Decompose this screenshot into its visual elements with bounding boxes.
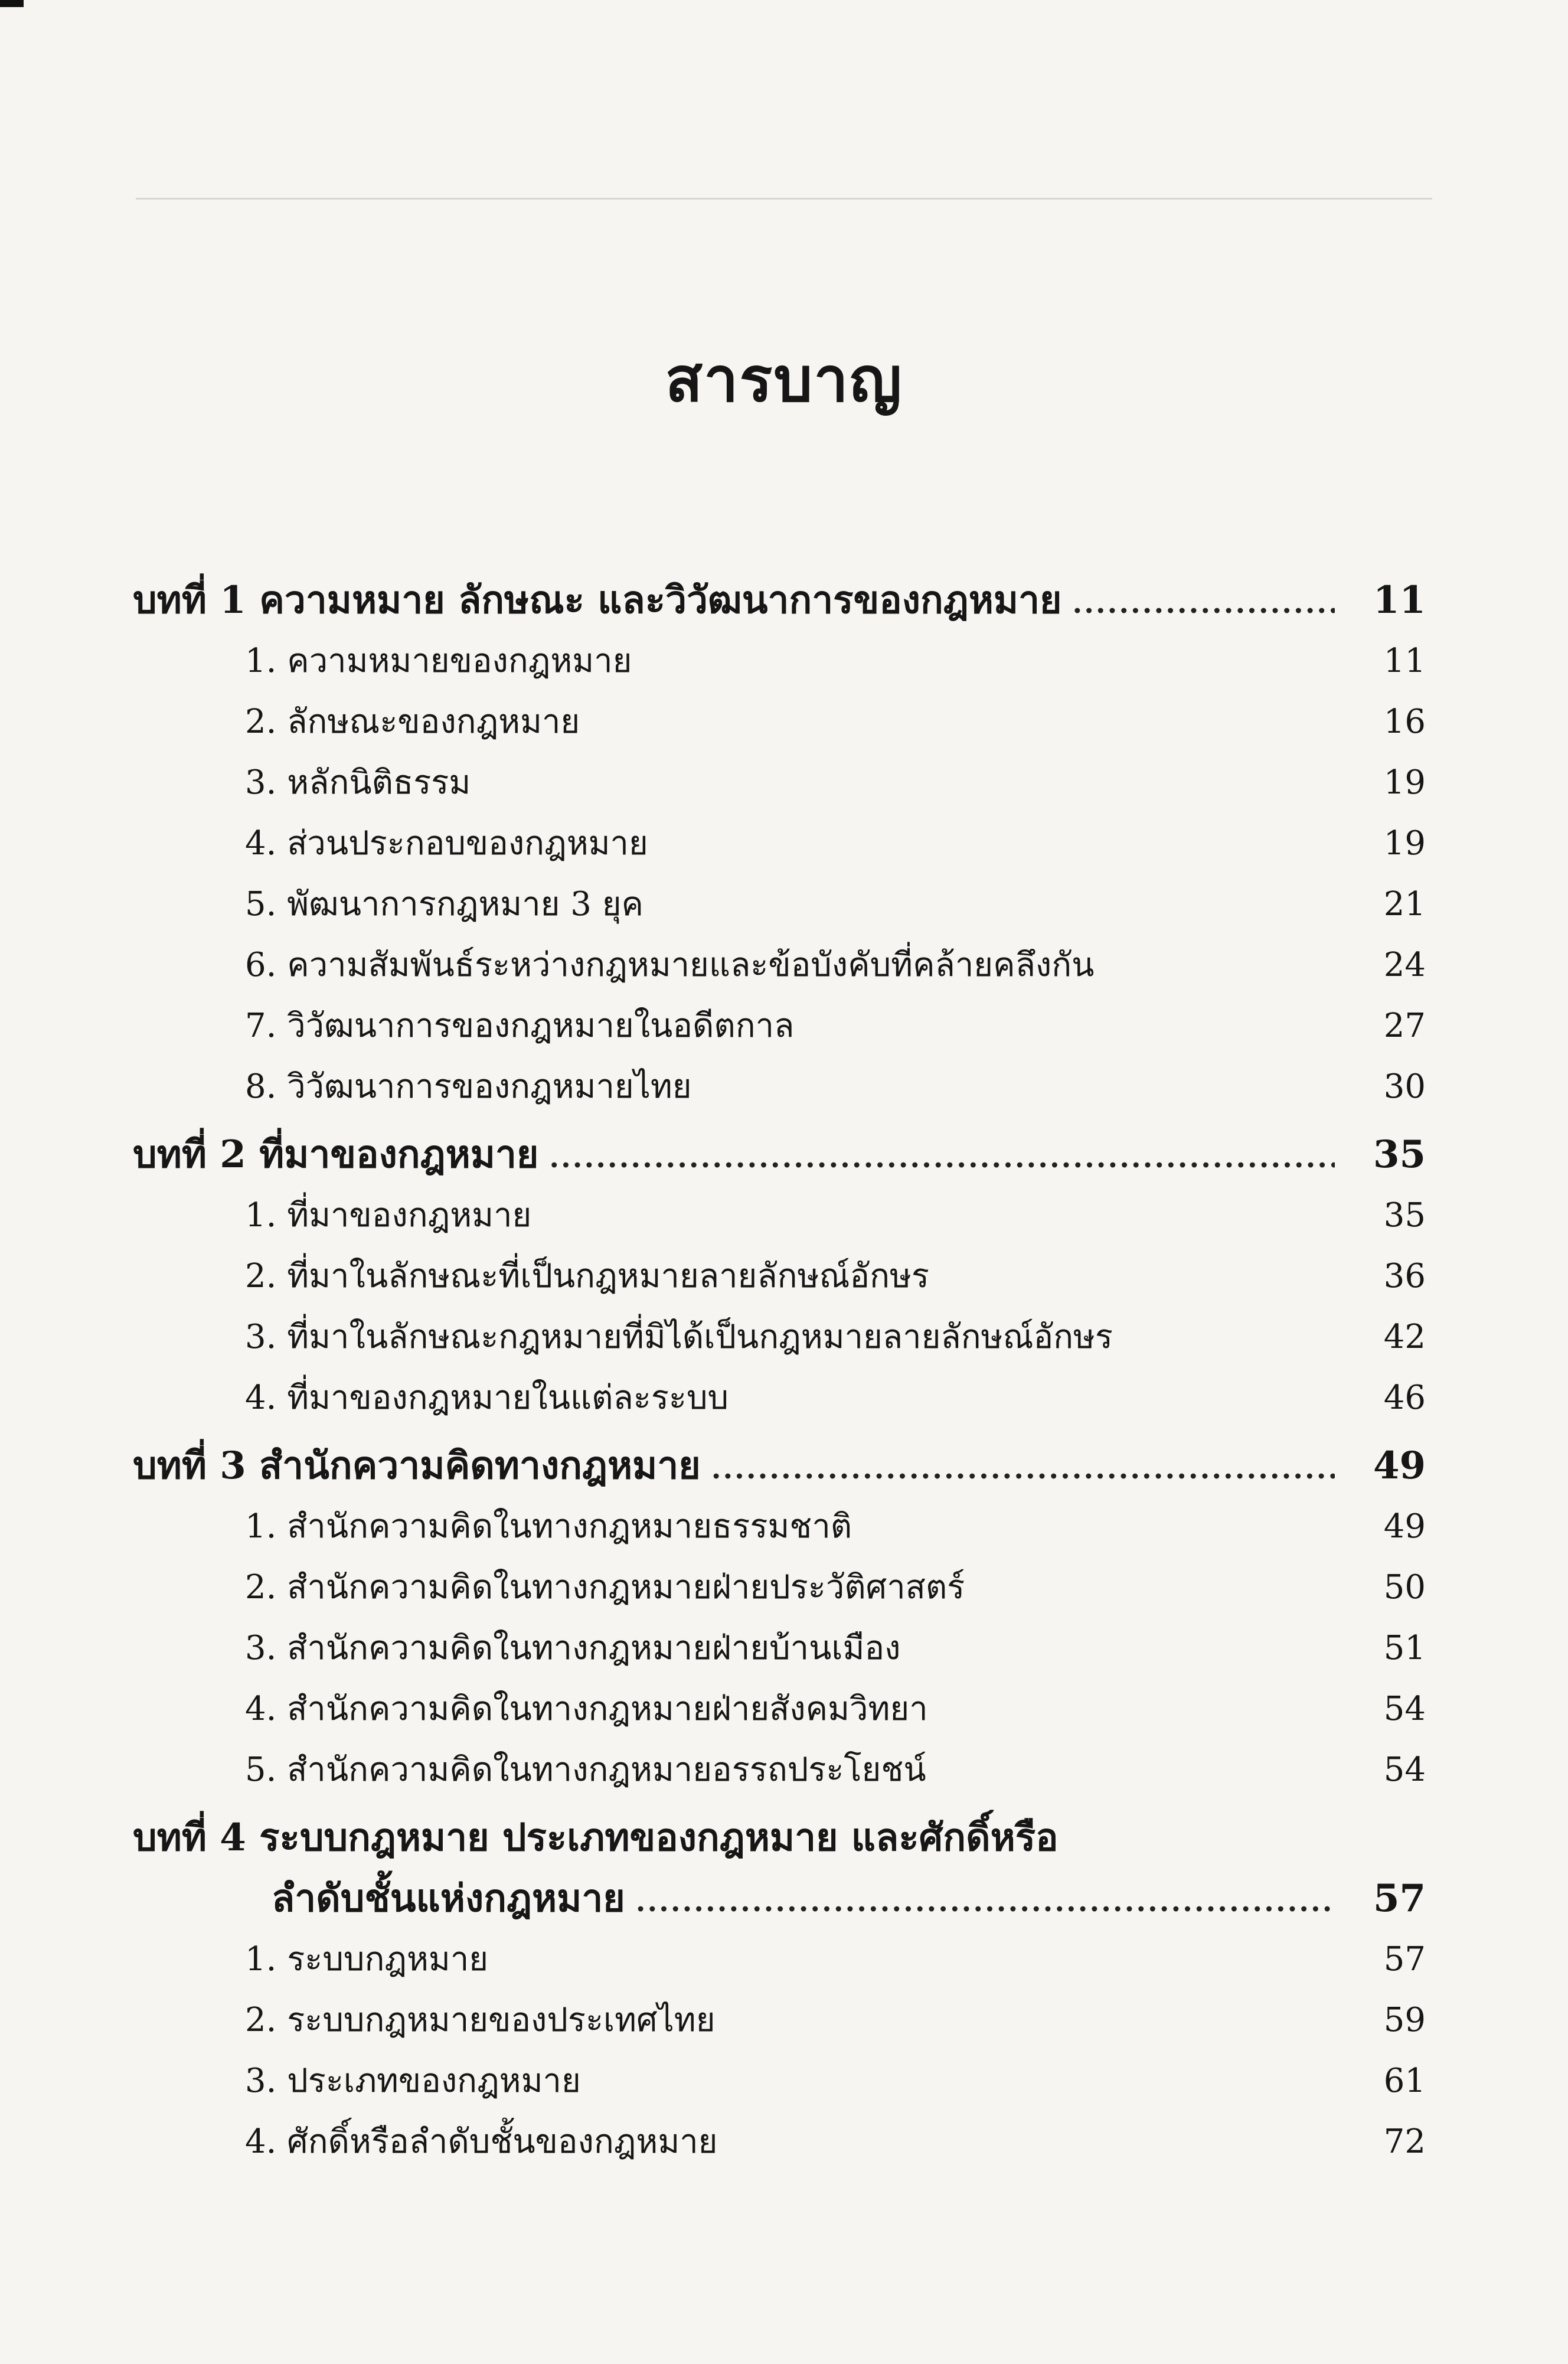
- chapter-heading[interactable]: [133, 1868, 1426, 1929]
- toc-item-label: 3. ประเภทของกฎหมาย: [245, 2062, 581, 2100]
- toc-item-page: 30: [1383, 1067, 1426, 1106]
- toc-item[interactable]: [133, 1618, 1426, 1679]
- chapter-heading[interactable]: [133, 1435, 1426, 1496]
- toc-item-page: 36: [1383, 1257, 1426, 1295]
- toc-item-label: 1. ระบบกฎหมาย: [245, 1940, 489, 1978]
- chapter-4: [133, 1807, 1426, 2172]
- toc-item-page: 16: [1383, 703, 1426, 741]
- toc-item-page: 46: [1383, 1379, 1426, 1417]
- toc-item[interactable]: [133, 1307, 1426, 1367]
- toc-item-page: 61: [1383, 2062, 1426, 2100]
- dot-leader: [549, 1128, 1335, 1188]
- toc-item-label: 4. ที่มาของกฎหมายในแต่ละระบบ: [245, 1379, 729, 1417]
- toc-item-page: 54: [1383, 1690, 1426, 1728]
- chapter-heading[interactable]: [133, 1124, 1426, 1185]
- toc-item-label: 4. ศักดิ์หรือลำดับชั้นของกฎหมาย: [245, 2123, 718, 2161]
- toc-item-label: 1. สำนักความคิดในทางกฎหมายธรรมชาติ: [245, 1507, 852, 1546]
- toc-item-page: 54: [1383, 1751, 1426, 1789]
- chapter-title-line-1[interactable]: บทที่ 4 ระบบกฎหมาย ประเภทของกฎหมาย และศักดิ์หรือ: [133, 1816, 1059, 1860]
- toc-item-label: 5. พัฒนาการกฎหมาย 3 ยุค: [245, 885, 643, 923]
- toc-item-label: 2. ที่มาในลักษณะที่เป็นกฎหมายลายลักษณ์อักษร: [245, 1257, 929, 1295]
- header-rule: [136, 198, 1432, 200]
- toc-item[interactable]: [133, 1246, 1426, 1307]
- table-of-contents: [133, 570, 1426, 2179]
- chapter-3: [133, 1435, 1426, 1800]
- toc-item[interactable]: [133, 2111, 1426, 2172]
- toc-item[interactable]: [133, 1496, 1426, 1557]
- toc-item-label: 1. ที่มาของกฎหมาย: [245, 1196, 532, 1235]
- toc-item-page: 50: [1383, 1568, 1426, 1607]
- toc-item[interactable]: [133, 1557, 1426, 1618]
- chapter-page-number: 49: [1373, 1444, 1426, 1488]
- toc-item-label: 1. ความหมายของกฎหมาย: [245, 642, 632, 680]
- chapter-1: [133, 570, 1426, 1117]
- toc-item[interactable]: [133, 631, 1426, 691]
- toc-item[interactable]: [133, 1056, 1426, 1117]
- dot-leader: [711, 1439, 1335, 1500]
- toc-item-label: 5. สำนักความคิดในทางกฎหมายอรรถประโยชน์: [245, 1751, 926, 1789]
- toc-item[interactable]: [133, 691, 1426, 752]
- chapter-page-number: 57: [1373, 1876, 1426, 1921]
- toc-item-page: 51: [1383, 1629, 1426, 1667]
- toc-item-label: 6. ความสัมพันธ์ระหว่างกฎหมายและข้อบังคับที่คล้ายคลึงกัน: [245, 946, 1095, 984]
- toc-item-label: 2. ระบบกฎหมายของประเทศไทย: [245, 2001, 716, 2039]
- toc-item[interactable]: [133, 813, 1426, 874]
- chapter-heading[interactable]: [133, 570, 1426, 631]
- toc-item[interactable]: [133, 1185, 1426, 1246]
- toc-item-page: 72: [1383, 2123, 1426, 2161]
- chapter-title: บทที่ 2 ที่มาของกฎหมาย: [133, 1132, 539, 1177]
- toc-item-page: 27: [1383, 1007, 1426, 1045]
- toc-item[interactable]: [133, 995, 1426, 1056]
- toc-item-page: 24: [1383, 946, 1426, 984]
- toc-item[interactable]: [133, 935, 1426, 995]
- chapter-title: บทที่ 3 สำนักความคิดทางกฎหมาย: [133, 1444, 701, 1488]
- toc-item-label: 8. วิวัฒนาการของกฎหมายไทย: [245, 1067, 692, 1106]
- toc-item-page: 59: [1383, 2001, 1426, 2039]
- toc-item-label: 4. ส่วนประกอบของกฎหมาย: [245, 824, 648, 863]
- toc-item[interactable]: [133, 1929, 1426, 1990]
- toc-item-page: 35: [1383, 1196, 1426, 1235]
- toc-item-label: 4. สำนักความคิดในทางกฎหมายฝ่ายสังคมวิทยา: [245, 1690, 928, 1728]
- toc-item-page: 49: [1383, 1507, 1426, 1546]
- dot-leader: [636, 1872, 1335, 1932]
- toc-item[interactable]: [133, 2050, 1426, 2111]
- toc-item[interactable]: [133, 1367, 1426, 1428]
- toc-item[interactable]: [133, 1679, 1426, 1739]
- toc-item-label: 2. ลักษณะของกฎหมาย: [245, 703, 580, 741]
- chapter-title-line-2: ลำดับชั้นแห่งกฎหมาย: [272, 1876, 625, 1921]
- toc-item-page: 19: [1383, 763, 1426, 802]
- toc-item-label: 2. สำนักความคิดในทางกฎหมายฝ่ายประวัติศาสตร์: [245, 1568, 965, 1607]
- toc-item-label: 7. วิวัฒนาการของกฎหมายในอดีตกาล: [245, 1007, 795, 1045]
- toc-item-page: 21: [1383, 885, 1426, 923]
- toc-item-page: 19: [1383, 824, 1426, 863]
- toc-item[interactable]: [133, 874, 1426, 935]
- toc-item-label: 3. หลักนิติธรรม: [245, 763, 471, 802]
- dot-leader: [1073, 573, 1335, 634]
- toc-item[interactable]: [133, 1739, 1426, 1800]
- chapter-title: บทที่ 1 ความหมาย ลักษณะ และวิวัฒนาการของกฎหมาย: [133, 578, 1062, 622]
- chapter-page-number: 35: [1373, 1132, 1426, 1177]
- toc-item-page: 57: [1383, 1940, 1426, 1978]
- toc-item-page: 42: [1383, 1318, 1426, 1356]
- toc-item[interactable]: [133, 752, 1426, 813]
- toc-item-label: 3. ที่มาในลักษณะกฎหมายที่มิได้เป็นกฎหมายลายลักษณ์อักษร: [245, 1318, 1113, 1356]
- chapter-2: [133, 1124, 1426, 1428]
- page-title: สารบาญ: [665, 343, 903, 416]
- toc-item-label: 3. สำนักความคิดในทางกฎหมายฝ่ายบ้านเมือง: [245, 1629, 901, 1667]
- toc-item-page: 11: [1383, 642, 1426, 680]
- chapter-page-number: 11: [1373, 578, 1426, 622]
- scan-corner-mark: [0, 0, 24, 7]
- toc-item[interactable]: [133, 1990, 1426, 2050]
